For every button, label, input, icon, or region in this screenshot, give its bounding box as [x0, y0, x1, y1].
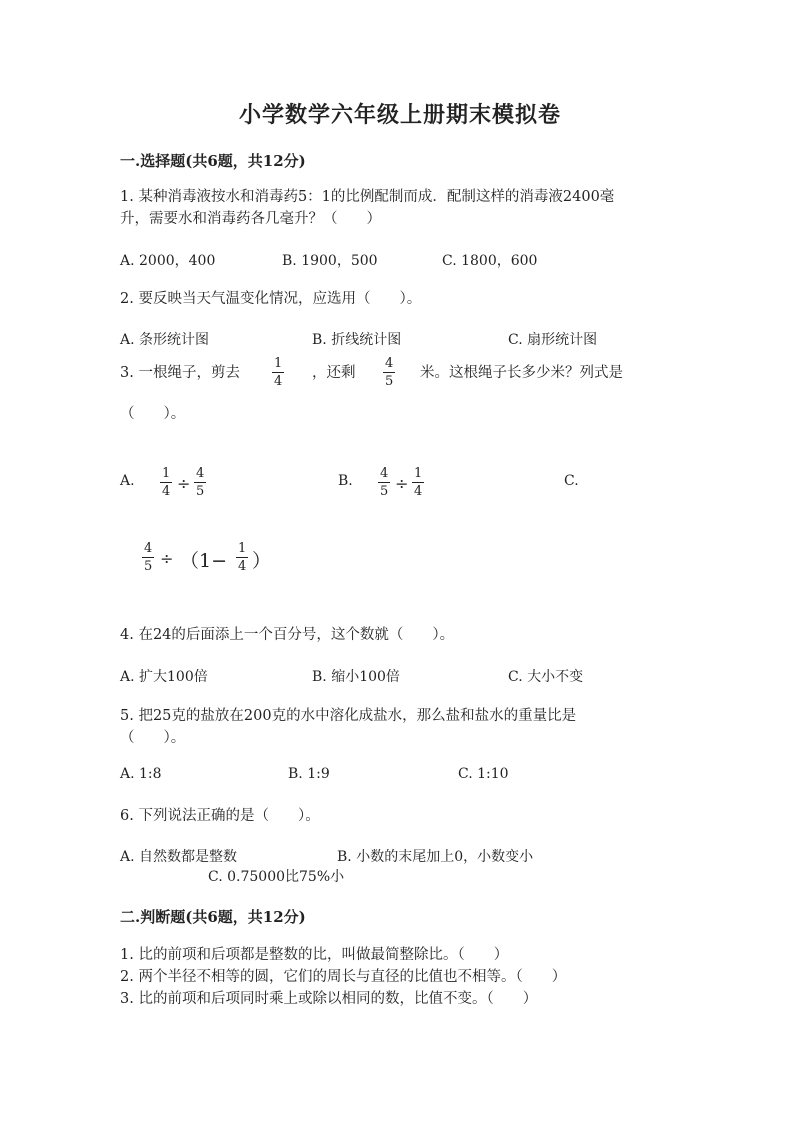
question-4-text: 4. 在24的后面添上一个百分号，这个数就（ ）。 [120, 627, 455, 643]
option-a-fraction-2 [194, 466, 206, 499]
judgement-2: 2. 两个半径不相等的圆，它们的周长与直径的比值也不相等。（ ） [120, 969, 567, 985]
question-6-option-a: A. 自然数都是整数 [120, 849, 238, 865]
question-5-line-1: 5. 把25克的盐放在200克的水中溶化成盐水，那么盐和盐水的重量比是 [120, 708, 577, 724]
fraction-numerator: 1 [238, 541, 247, 556]
fraction-denominator: 5 [144, 559, 153, 574]
question-3-part-2: ，还剩 [312, 365, 356, 381]
question-4-option-c: C. 大小不变 [508, 669, 584, 685]
divide-sign: ÷ [160, 549, 174, 568]
fraction-bar [160, 482, 172, 483]
fraction-bar [236, 557, 248, 558]
judgement-3: 3. 比的前项和后项同时乘上或除以相同的数，比值不变。（ ） [120, 991, 538, 1007]
fraction-denominator: 4 [162, 484, 171, 499]
question-2-text: 2. 要反映当天气温变化情况，应选用（ ）。 [120, 291, 422, 307]
question-3-part-3: 米。这根绳子长多少米？列式是 [420, 365, 623, 381]
question-3-option-c-label: C. [564, 473, 579, 489]
fraction-numerator: 1 [414, 466, 423, 481]
question-1-option-c: C. 1800，600 [442, 253, 538, 269]
question-6-option-b: B. 小数的末尾加上0，小数变小 [337, 849, 534, 865]
question-1-line-1: 1. 某种消毒液按水和消毒药5：1的比例配制而成．配制这样的消毒液2400毫 [120, 189, 615, 205]
option-b-fraction-1 [378, 466, 390, 499]
option-c-fraction-2 [236, 541, 248, 574]
section-heading-choice: 一.选择题(共6题，共12分) [120, 152, 306, 170]
fraction-bar [383, 372, 395, 373]
question-5-option-c: C. 1:10 [458, 766, 509, 782]
question-1-option-a: A. 2000，400 [120, 253, 216, 269]
judgement-1: 1. 比的前项和后项都是整数的比，叫做最简整除比。（ ） [120, 947, 509, 963]
option-c-close-paren: ） [252, 550, 272, 572]
page-title: 小学数学六年级上册期末模拟卷 [238, 102, 561, 128]
question-6-option-c: C. 0.75000比75%小 [208, 869, 345, 885]
question-3-fraction-cut [272, 356, 284, 389]
fraction-bar [272, 372, 284, 373]
question-2-option-c: C. 扇形统计图 [508, 332, 598, 348]
option-c-open-expression: （1− [180, 550, 228, 572]
question-1-option-b: B. 1900，500 [282, 253, 378, 269]
question-4-option-a: A. 扩大100倍 [120, 669, 208, 685]
fraction-denominator: 4 [274, 374, 283, 389]
fraction-denominator: 5 [196, 484, 205, 499]
fraction-bar [378, 482, 390, 483]
fraction-denominator: 5 [380, 484, 389, 499]
question-4-option-b: B. 缩小100倍 [312, 669, 400, 685]
fraction-denominator: 4 [414, 484, 423, 499]
option-b-fraction-2 [412, 466, 424, 499]
question-3-fraction-left [383, 356, 395, 389]
question-5-option-a: A. 1:8 [120, 766, 162, 782]
fraction-bar [412, 482, 424, 483]
question-6-text: 6. 下列说法正确的是（ ）。 [120, 808, 320, 824]
fraction-numerator: 4 [385, 356, 394, 371]
question-5-line-2: （ ）。 [120, 730, 186, 746]
option-c-fraction-1 [142, 541, 154, 574]
question-3-option-a-label: A. [120, 473, 135, 489]
fraction-numerator: 4 [144, 541, 153, 556]
fraction-numerator: 4 [196, 466, 205, 481]
fraction-denominator: 4 [238, 559, 247, 574]
question-3-option-b-label: B. [338, 473, 353, 489]
question-2-option-a: A. 条形统计图 [120, 332, 210, 348]
option-a-fraction-1 [160, 466, 172, 499]
question-1-line-2: 升，需要水和消毒药各几毫升？（ ） [120, 211, 381, 227]
fraction-bar [142, 557, 154, 558]
divide-sign: ÷ [177, 474, 191, 493]
fraction-denominator: 5 [385, 374, 394, 389]
question-2-option-b: B. 折线统计图 [312, 332, 402, 348]
fraction-bar [194, 482, 206, 483]
question-3-part-1: 3. 一根绳子，剪去 [120, 365, 240, 381]
fraction-numerator: 4 [380, 466, 389, 481]
question-5-option-b: B. 1:9 [288, 766, 330, 782]
fraction-numerator: 1 [162, 466, 171, 481]
section-heading-judgement: 二.判断题(共6题，共12分) [120, 908, 306, 926]
question-3-line-2: （ ）。 [120, 406, 186, 422]
fraction-numerator: 1 [274, 356, 283, 371]
divide-sign: ÷ [395, 474, 409, 493]
